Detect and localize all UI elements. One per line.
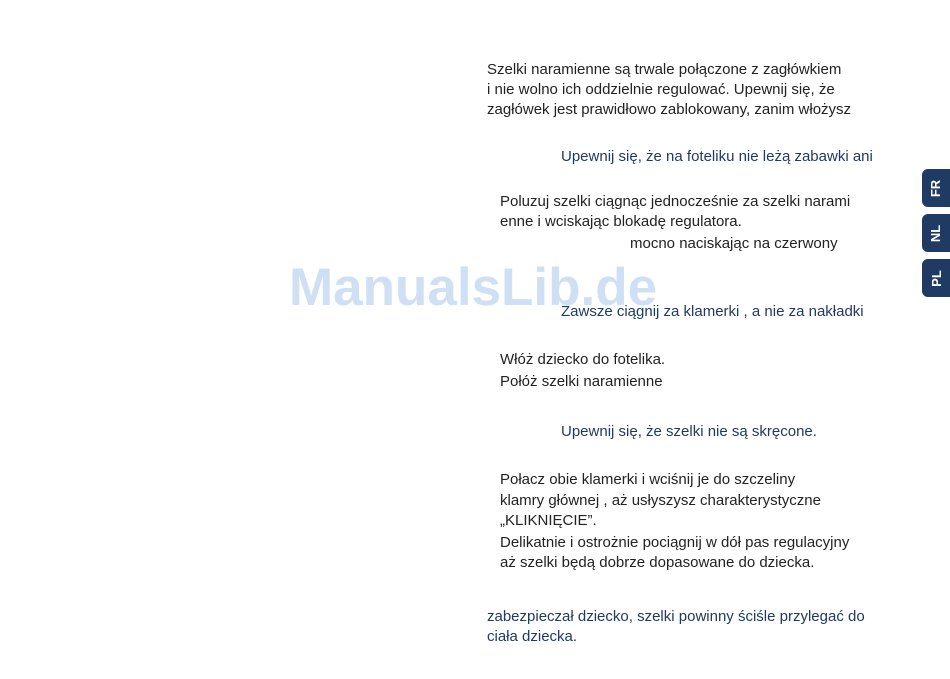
connect-line-2: klamry głównej , aż usłyszysz charakterystyczne bbox=[500, 492, 821, 509]
intro-line-1: Szelki naramienne są trwale połączone z zagłówkiem bbox=[487, 61, 842, 78]
closing-line-2: ciała dziecka. bbox=[487, 628, 578, 645]
connect-line-1: Połacz obie klamerki i wciśnij je do szczeliny bbox=[500, 471, 796, 488]
connect-line-5: aż szelki będą dobrze dopasowane do dziecka. bbox=[500, 554, 815, 571]
loosen-line-2: enne i wciskając blokadę regulatora. bbox=[500, 213, 742, 230]
language-tab-nl-label: NL bbox=[928, 224, 944, 242]
language-tab-pl-label: PL bbox=[928, 269, 944, 287]
intro-line-2: i nie wolno ich oddzielnie regulować. Upewnij się, że bbox=[487, 81, 835, 98]
place-child-line-2: Połóż szelki naramienne bbox=[500, 373, 663, 390]
note-toys: Upewnij się, że na foteliku nie leżą zabawki ani bbox=[561, 148, 873, 165]
closing-line-1: zabezpieczał dziecko, szelki powinny ściśle przylegać do bbox=[487, 608, 865, 625]
manualslib-watermark: ManualsLib.de bbox=[289, 258, 658, 317]
connect-line-3: „KLIKNIĘCIE”. bbox=[500, 512, 597, 529]
language-tab-nl[interactable] bbox=[922, 214, 950, 252]
language-tab-fr[interactable] bbox=[922, 169, 950, 207]
note-clips: Zawsze ciągnij za klamerki , a nie za nakładki bbox=[561, 303, 864, 320]
place-child-line-1: Włóż dziecko do fotelika. bbox=[500, 351, 666, 368]
language-tab-pl[interactable] bbox=[922, 259, 950, 297]
note-twisted: Upewnij się, że szelki nie są skręcone. bbox=[561, 423, 817, 440]
connect-line-4: Delikatnie i ostrożnie pociągnij w dół pas regulacyjny bbox=[500, 534, 850, 551]
loosen-line-3: mocno naciskając na czerwony bbox=[630, 235, 838, 252]
language-tab-fr-label: FR bbox=[928, 179, 944, 197]
intro-line-3: zagłówek jest prawidłowo zablokowany, zanim włożysz bbox=[487, 101, 852, 118]
loosen-line-1: Poluzuj szelki ciągnąc jednocześnie za szelki narami bbox=[500, 193, 851, 210]
